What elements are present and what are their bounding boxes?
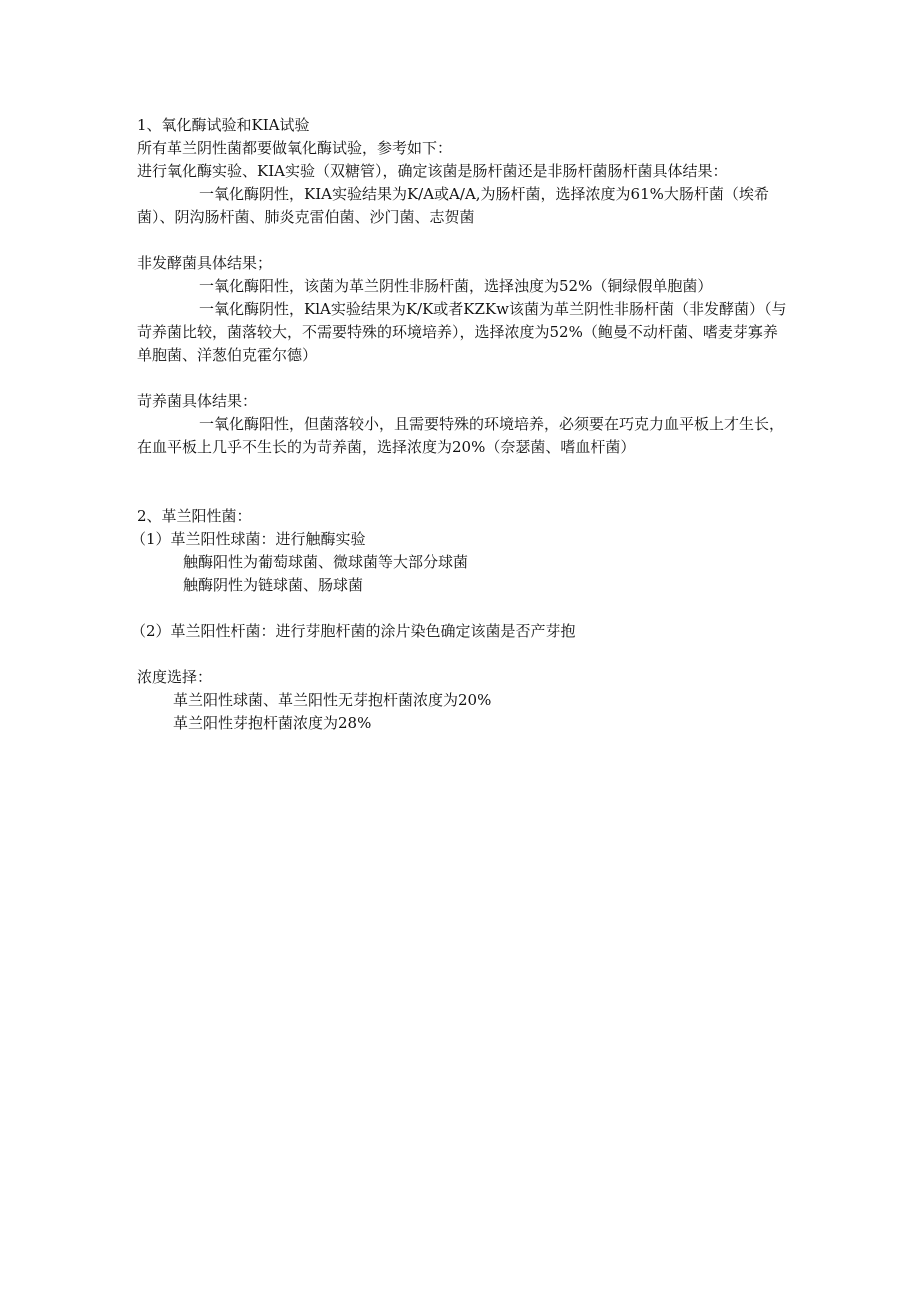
cocci-line-1: 触酶阳性为葡萄球菌、微球菌等大部分球菌 bbox=[183, 553, 469, 571]
concentration-line-1: 革兰阳性球菌、革兰阳性无芽抱杆菌浓度为20% bbox=[173, 691, 492, 709]
fastidious-heading: 苛养菌具体结果： bbox=[137, 392, 258, 410]
cocci-heading: （1）革兰阳性球菌：进行触酶实验 bbox=[131, 530, 366, 548]
section1-intro-line1: 所有革兰阴性菌都要做氧化酶试验，参考如下： bbox=[137, 139, 453, 157]
nonfermenter-result-2: 一氧化酶阴性，KlA实验结果为K/K或者KZKw该菌为革兰阴性非肠杆菌（非发酵菌）（与苛养菌比较，菌落较大，不需要特殊的环境培养），选择浓度为52%（鲍曼不动杆菌、嗜麦芽寡养单胞菌、洋葱伯克霍尔德） bbox=[137, 300, 787, 364]
document-page bbox=[131, 114, 787, 735]
nonfermenter-result-1: 一氧化酶阳性，该菌为革兰阴性非肠杆菌，选择浊度为52%（铜绿假单胞菌） bbox=[199, 277, 713, 295]
spacer bbox=[137, 459, 787, 505]
fastidious-result: 一氧化酶阳性，但菌落较小，且需要特殊的环境培养，必须要在巧克力血平板上才生长，在血平板上几乎不生长的为苛养菌，选择浓度为20%（奈瑟菌、嗜血杆菌） bbox=[137, 415, 785, 456]
bacilli-heading: （2）革兰阳性杆菌：进行芽胞杆菌的涂片染色确定该菌是否产芽抱 bbox=[131, 622, 576, 640]
spacer bbox=[137, 597, 787, 620]
concentration-line-2: 革兰阳性芽抱杆菌浓度为28% bbox=[173, 714, 372, 732]
spacer bbox=[137, 367, 787, 390]
section1-heading: 1、氧化酶试验和KIA试验 bbox=[137, 116, 310, 134]
concentration-heading: 浓度选择： bbox=[137, 668, 213, 686]
spacer bbox=[137, 643, 787, 666]
spacer bbox=[137, 229, 787, 252]
nonfermenter-heading: 非发酵菌具体结果； bbox=[137, 254, 273, 272]
enteric-result: 一氧化酶阴性，KIA实验结果为K/A或A/A,为肠杆菌，选择浓度为61%大肠杆菌（埃希菌）、阴沟肠杆菌、肺炎克雷伯菌、沙门菌、志贺菌 bbox=[137, 185, 769, 226]
cocci-line-2: 触酶阴性为链球菌、肠球菌 bbox=[183, 576, 364, 594]
section2-heading: 2、革兰阳性菌： bbox=[137, 507, 252, 525]
section1-intro-line2: 进行氧化酶实验、KIA实验（双糖管），确定该菌是肠杆菌还是非肠杆菌肠杆菌具体结果： bbox=[137, 162, 728, 180]
